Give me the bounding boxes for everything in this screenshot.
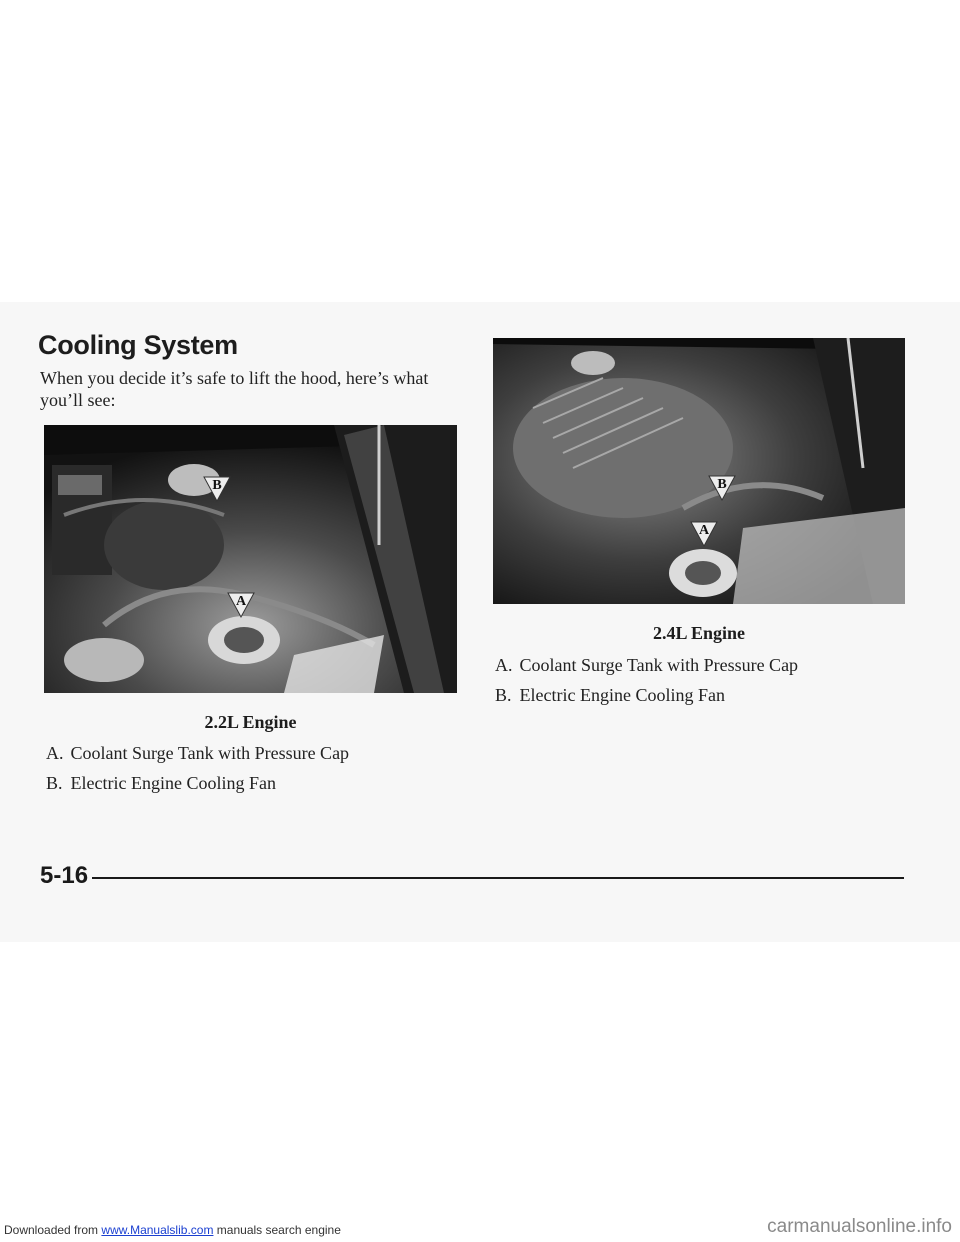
intro-text: When you decide it’s safe to lift the hood, here’s what you’ll see:: [40, 368, 429, 410]
marker-a: A: [698, 523, 710, 538]
legend-2-2l: [46, 742, 349, 802]
footer-rule: [92, 877, 904, 879]
download-footer: [4, 1223, 341, 1237]
figure-caption-2-4l: 2.4L Engine: [652, 623, 746, 643]
engine-photo-2-4l: [493, 338, 905, 604]
legend-item: [495, 684, 798, 714]
legend-letter: A.: [46, 743, 64, 763]
legend-text: Coolant Surge Tank with Pressure Cap: [519, 655, 799, 675]
watermark: carmanualsonline.info: [767, 1216, 952, 1237]
manualslib-link[interactable]: www.Manualslib.com: [101, 1223, 214, 1237]
legend-letter: A.: [495, 655, 513, 675]
legend-text: Electric Engine Cooling Fan: [519, 685, 725, 705]
marker-a: A: [235, 594, 247, 609]
page-number: 5-16: [40, 862, 89, 889]
figure-caption-2-2l: 2.2L Engine: [204, 712, 297, 732]
legend-letter: B.: [46, 773, 63, 793]
footer-suffix: manuals search engine: [216, 1223, 341, 1237]
legend-text: Coolant Surge Tank with Pressure Cap: [70, 743, 350, 763]
legend-letter: B.: [495, 685, 512, 705]
legend-item: [46, 742, 349, 772]
legend-item: [46, 772, 349, 802]
engine-photo-2-2l: [44, 425, 457, 693]
marker-b: B: [717, 477, 727, 492]
legend-text: Electric Engine Cooling Fan: [70, 773, 276, 793]
page-title: Cooling System: [38, 330, 238, 360]
legend-2-4l: [495, 654, 798, 714]
legend-item: [495, 654, 798, 684]
footer-prefix: Downloaded from: [4, 1223, 99, 1237]
marker-b: B: [212, 478, 222, 493]
